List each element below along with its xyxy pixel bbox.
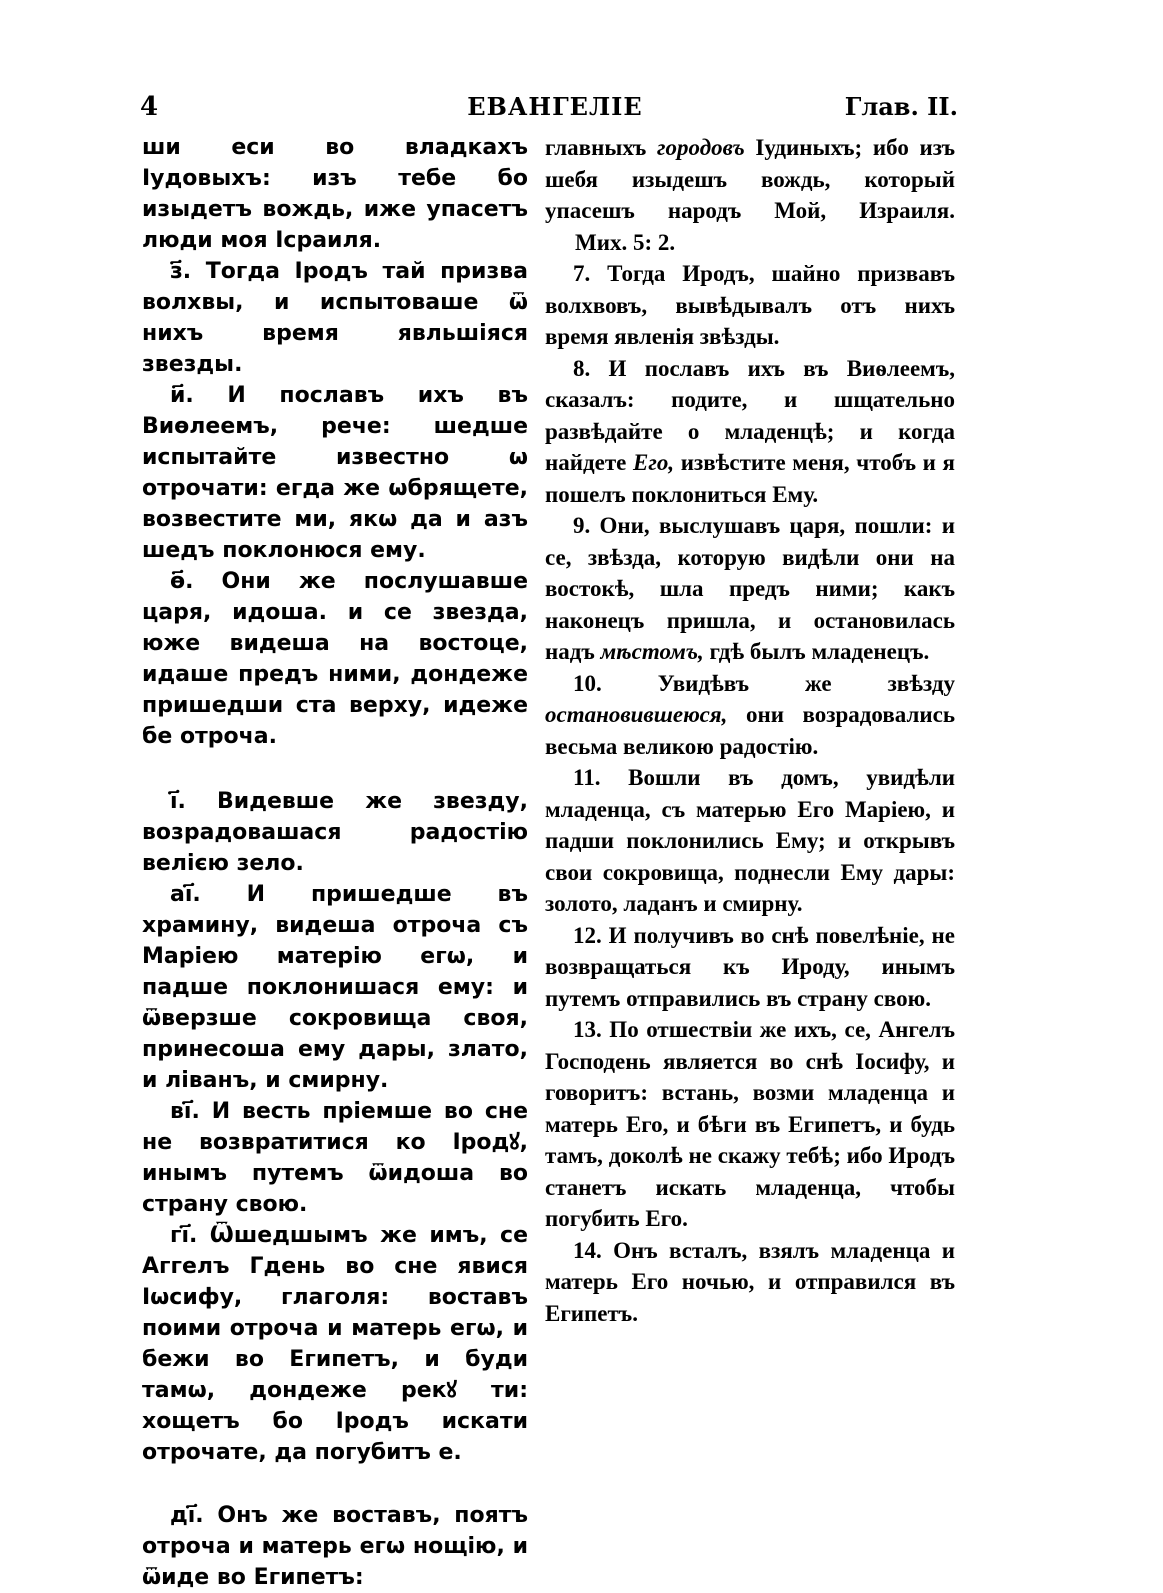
church-slavonic-column (142, 132, 528, 1593)
verse-6-continuation-ru: главныхъ городовъ Іудиныхъ; ибо изъ шебя изыдешъ вождь, который упасешъ народъ Мой, Израиля. Мих. 5: 2. (545, 132, 955, 258)
cross-reference: Мих. 5: 2. (575, 229, 676, 255)
verse-13-ru: 13. По отшествіи же ихъ, се, Ангелъ Господень является во снѣ Іосифу, и говоритъ: встань, возми младенца и матерь Его, и бѣги въ Египетъ, и будь тамъ, доколѣ не скажу тебѣ; ибо Иродъ станетъ искать младенца, чтобы погубить Его. (545, 1017, 955, 1231)
italic-word: Его, (632, 450, 675, 475)
spacer (142, 752, 528, 786)
verse-11: аі҃. И пришедше въ храмину, видеша отроча съ Маріею матерію егѡ, и падше поклонишася ему: и ѿверзше сокровища своя, принесоша ему дары, злато, и ліванъ, и смирну. (142, 882, 528, 1093)
verse-10-ru: 10. Увидѣвъ же звѣзду остановившеюся, они возрадовались весьма великою радостію. (545, 670, 956, 759)
verse-6-continuation: ши еси во владкахъ Іудовыхъ: изъ тебе бо изыдетъ вождь, иже упасетъ люди моя Ісраиля. (142, 135, 528, 253)
italic-word: городовъ (657, 135, 745, 160)
italic-word: мѣстомъ, (600, 639, 704, 664)
page-number: 4 (140, 92, 159, 122)
spacer (142, 1468, 528, 1500)
verse-7: з҃. Тогда Іродъ тай призва волхвы, и испытоваше ѿ нихъ время явльшіяся звезды. (142, 259, 528, 377)
verse-7-ru: 7. Тогда Иродъ, шайно призвавъ волхвовъ, вывѣдывалъ отъ нихъ время явленія звѣзды. (545, 261, 955, 349)
verse-8: и҃. И пославъ ихъ въ Виѳлеемъ, рече: шедше испытайте известно ѡ отрочати: егда же ѡбрящете, возвестите ми, якѡ да и азъ шедъ поклонюся ему. (142, 383, 528, 563)
verse-14-ru: 14. Онъ всталъ, взялъ младенца и матерь Его ночью, и отправился въ Египетъ. (545, 1237, 955, 1326)
page-header (140, 92, 970, 132)
chapter-label: Глав. II. (844, 92, 958, 121)
running-title: ЕВАНГЕЛІЕ (467, 92, 643, 121)
verse-12-ru: 12. И получивъ во снѣ повелѣніе, не возвращаться къ Ироду, инымъ путемъ отправились въ страну свою. (545, 922, 955, 1011)
italic-word: остановившеюся, (545, 702, 728, 727)
verse-13: гі҃. Ѿшедшымъ же имъ, се Аггелъ Гдень во сне явися Іѡсифу, глаголя: воставъ поими отроча и матерь егѡ, и бежи во Египетъ, и буди тамѡ, дондеже рекꙋ ти: хощетъ бо Іродъ искати отрочате, да погубитъ е. (142, 1223, 528, 1465)
verse-9-ru: 9. Они, выслушавъ царя, пошли: и се, звѣзда, которую видѣли они на востокѣ, шла предъ ними; какъ наконецъ пришла, и остановилась надъ мѣстомъ, гдѣ былъ младенецъ. (545, 513, 955, 664)
russian-column (545, 132, 955, 1329)
verse-14: ді҃. Онъ же воставъ, поятъ отроча и матерь егѡ нощію, и ѿиде во Египетъ: (142, 1503, 528, 1590)
verse-10: і҃. Видевше же звезду, возрадовашася радостію велією зело. (142, 789, 528, 876)
verse-12: ві҃. И весть пріемше во сне не возвратитися ко Іродꙋ, инымъ путемъ ѿидоша во страну свою. (142, 1099, 528, 1217)
verse-8-ru: 8. И пославъ ихъ въ Виѳлеемъ, сказалъ: подите, и шщательно развѣдайте о младенцѣ; и когда найдете Его, извѣстите меня, чтобъ и я пошелъ поклониться Ему. (545, 355, 955, 507)
verse-9: ѳ҃. Они же послушавше царя, идоша. и се звезда, юже видеша на востоце, идаше предъ ними, дондеже пришедши ста верху, идеже бе отроча. (142, 569, 528, 749)
verse-11-ru: 11. Вошли въ домъ, увидѣли младенца, съ матерью Его Маріею, и падши поклонились Ему; и открывъ свои сокровища, поднесли Ему дары: золото, ладанъ и смирну. (545, 765, 955, 916)
